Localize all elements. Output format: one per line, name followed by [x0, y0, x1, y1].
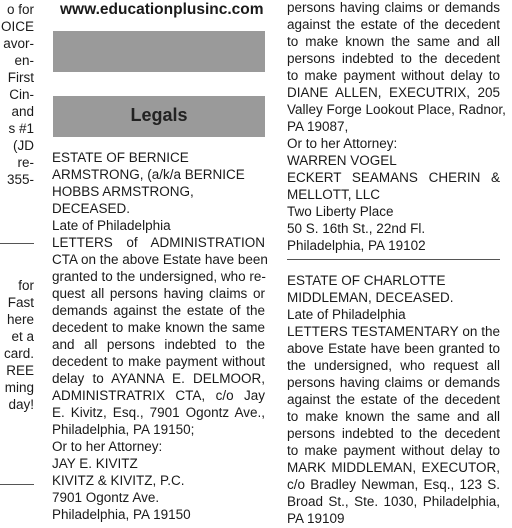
notice-line: against the estate of the decedent [287, 17, 500, 32]
notice-line: Philadelphia, PA 19150; [52, 422, 195, 437]
left-text-line: (JD [13, 138, 34, 153]
notice-line: Two Liberty Place [287, 204, 394, 219]
left-text-line: here [6, 312, 34, 327]
left-text-line: s #1 [8, 121, 34, 136]
notice-line: DECEASED. [52, 201, 131, 216]
notice-line: Broad St., Ste. 1030, Philadelphia, [287, 494, 500, 509]
notice-line: Late of Philadelphia [52, 218, 171, 233]
notice-line: delay to AYANNA E. DELMOOR, [52, 371, 265, 386]
notice-line: and all persons indebted to the [52, 337, 265, 352]
notice-line: to make known the same and all [287, 34, 500, 49]
notice-line: 7901 Ogontz Ave. [52, 490, 160, 505]
notice-line: decedent to make known the same [52, 320, 265, 335]
notice-line: MIDDLEMAN, DECEASED. [287, 290, 454, 305]
notice-line: Valley Forge Lookout Place, Radnor, [287, 102, 506, 117]
notice-line: E. Kivitz, Esq., 7901 Ogontz Ave., [52, 405, 265, 420]
left-text-line: ming [4, 380, 34, 395]
section-divider [0, 484, 34, 485]
notice-line: PA 19087, [287, 119, 349, 134]
notice-line: persons indebted to the decedent [287, 426, 500, 441]
notice-line: WARREN VOGEL [287, 153, 397, 168]
notice-line: the undersigned, who request all [287, 358, 500, 373]
blank-gray-banner [53, 31, 265, 72]
notice-line: persons having claims or demands [287, 0, 500, 15]
notice-line: granted to the undersigned, who re- [52, 269, 266, 284]
left-text-line: REE [6, 363, 34, 378]
left-text-line: day! [8, 397, 34, 412]
notice-line: decedent to make payment without [52, 354, 265, 369]
left-text-line: First [7, 70, 34, 85]
notice-line: ARMSTRONG, (a/k/a BERNICE [52, 167, 245, 182]
website-url: www.educationplusinc.com [60, 1, 264, 18]
notice-line: DIANE ALLEN, EXECUTRIX, 205 [287, 85, 500, 100]
notice-line: PA 19109 [287, 511, 345, 526]
estate-notices-column [287, 0, 506, 526]
left-text-line: Cin- [9, 87, 34, 102]
notice-line: HOBBS ARMSTRONG, [52, 184, 194, 199]
left-text-line: re- [17, 155, 34, 170]
notice-line: CTA on the above Estate have been [52, 252, 268, 267]
notice-line: LETTERS TESTAMENTARY on the [287, 324, 500, 339]
left-text-line: and [11, 104, 34, 119]
left-text-line: en- [14, 53, 34, 68]
notice-line: ESTATE OF BERNICE [52, 150, 189, 165]
notice-line: persons having claims or demands [287, 375, 500, 390]
notice-line: quest all persons having claims or [52, 286, 265, 301]
notice-line: to make payment without delay to [287, 443, 500, 458]
left-text-line: 355- [6, 172, 34, 187]
notice-line: 50 S. 16th St., 22nd Fl. [287, 221, 426, 236]
notice-line: MARK MIDDLEMAN, EXECUTOR, [287, 460, 500, 475]
left-text-line: for [18, 278, 34, 293]
left-text-line: Fast [7, 295, 34, 310]
notice-line: JAY E. KIVITZ [52, 456, 138, 471]
section-divider [0, 243, 34, 244]
section-header-banner [53, 96, 265, 137]
legals-column [52, 0, 268, 522]
notice-line: Or to her Attorney: [52, 439, 163, 454]
notice-line: against the estate of the decedent [287, 392, 500, 407]
notice-line: KIVITZ & KIVITZ, P.C. [52, 473, 185, 488]
left-text-line: et a [11, 329, 34, 344]
left-column-fragment [0, 0, 36, 512]
notice-line: ESTATE OF CHARLOTTE [287, 273, 446, 288]
notice-line: Philadelphia, PA 19150 [52, 507, 191, 522]
left-text-line: OICE [0, 19, 34, 34]
notice-line: c/o Bradley Newman, Esq., 123 S. [287, 477, 500, 492]
notice-line: Philadelphia, PA 19102 [287, 238, 426, 253]
section-divider [287, 259, 500, 260]
notice-line: to make known the same and all [287, 409, 500, 424]
notice-line: to make payment without delay to [287, 68, 500, 83]
notice-line: Late of Philadelphia [287, 307, 406, 322]
notice-line: ECKERT SEAMANS CHERIN & [287, 170, 500, 185]
notice-line: demands against the estate of the [52, 303, 265, 318]
notice-line: above Estate have been granted to [287, 341, 500, 356]
left-text-line: card. [3, 346, 34, 361]
notice-line: persons indebted to the decedent [287, 51, 500, 66]
notice-line: ADMINISTRATRIX CTA, c/o Jay [52, 388, 265, 403]
left-text-line: avor- [3, 36, 34, 51]
left-text-line: o for [6, 2, 34, 17]
notice-line: LETTERS of ADMINISTRATION [52, 235, 265, 250]
notice-line: MELLOTT, LLC [287, 187, 381, 202]
section-title: Legals [130, 105, 188, 125]
notice-line: Or to her Attorney: [287, 136, 398, 151]
